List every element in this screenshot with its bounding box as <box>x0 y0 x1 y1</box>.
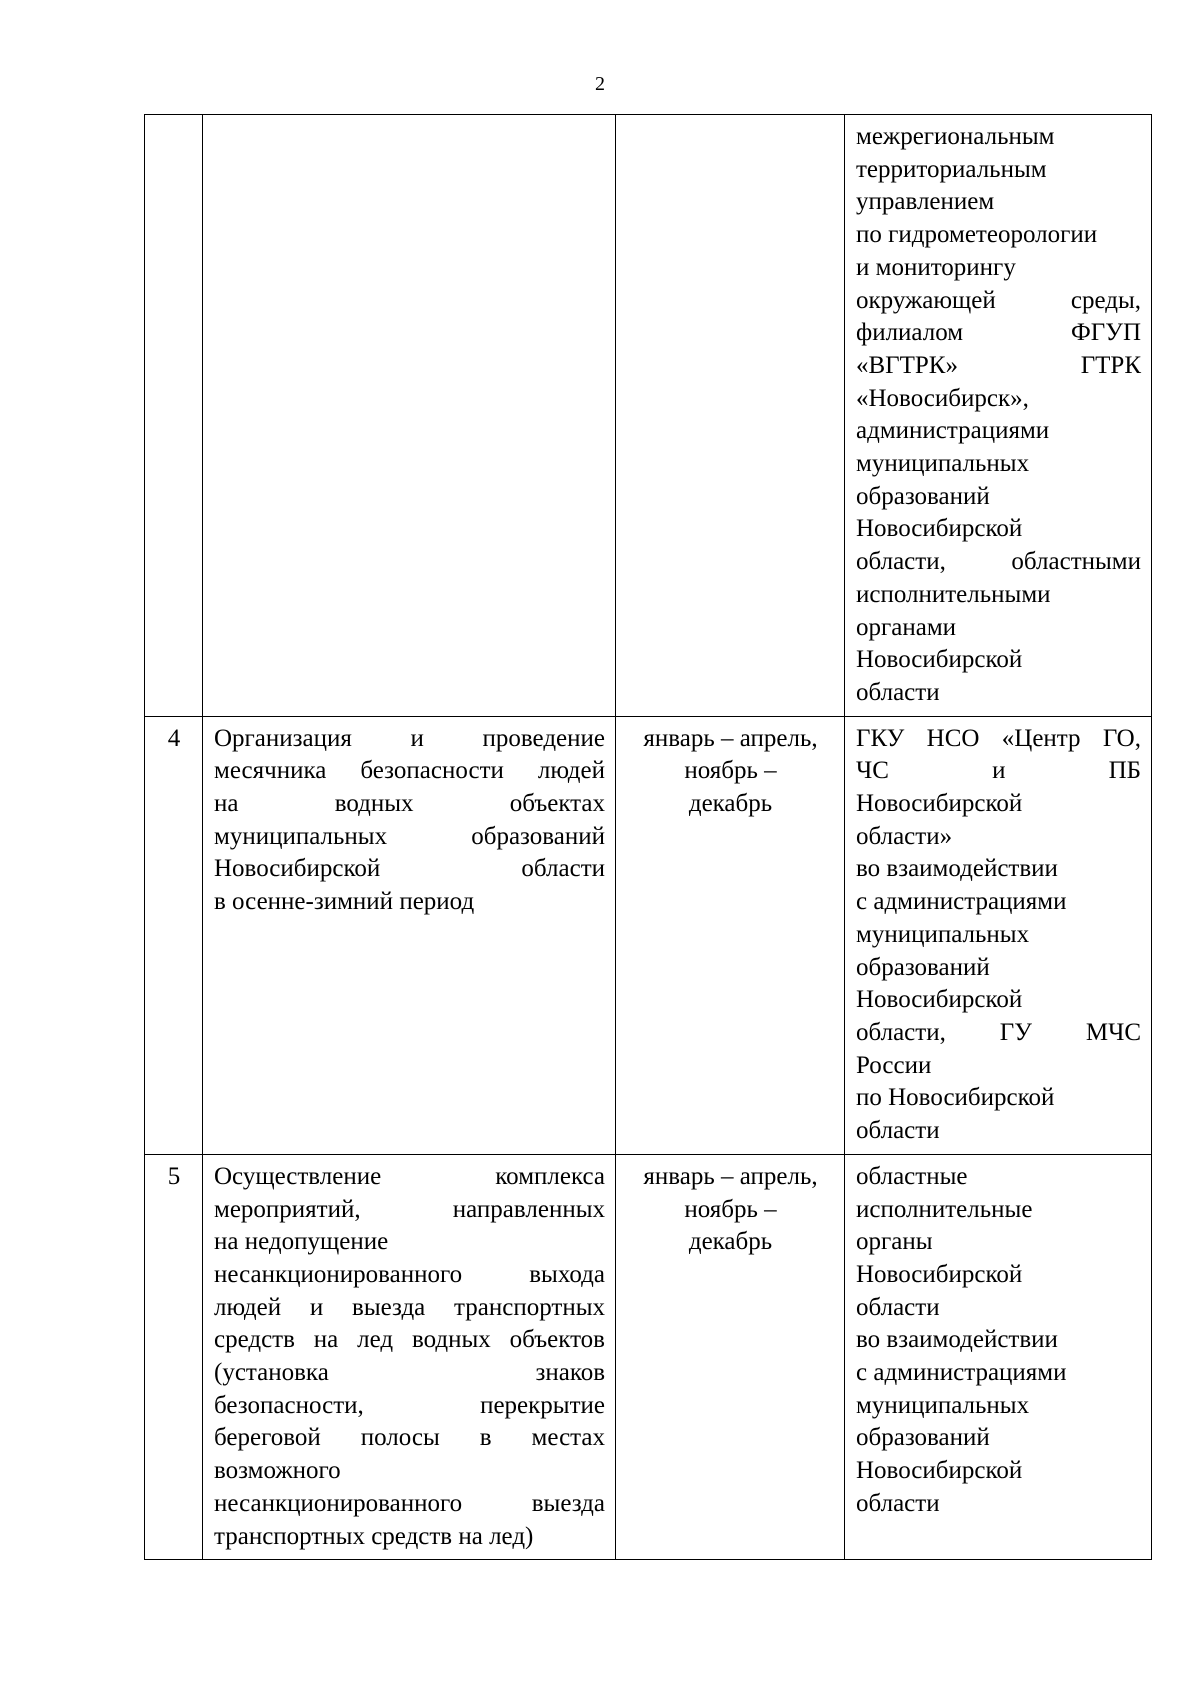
responsible-text-line: области» <box>856 822 953 850</box>
responsible-text-line: области <box>856 1489 940 1517</box>
event-text-line: средств на лед водных объектов <box>214 1326 605 1354</box>
responsible-text-line: образований <box>856 482 990 510</box>
responsible-text-line: Новосибирской <box>856 986 1023 1014</box>
event-text-line: мероприятий, направленных <box>214 1195 605 1223</box>
event-text-line: Организация и проведение <box>214 724 605 752</box>
event-text-line: Осуществление комплекса <box>214 1162 605 1190</box>
responsible-text-line: органами <box>856 613 957 641</box>
responsible-text-line: образований <box>856 953 990 981</box>
responsible-text-line: ЧС и ПБ <box>856 757 1141 785</box>
responsible-text-line: области, областными <box>856 548 1141 576</box>
responsible-text-line: области <box>856 1117 940 1145</box>
period-cell <box>616 115 845 717</box>
row-number-cell: 5 <box>145 1154 203 1559</box>
period-cell <box>616 1154 845 1559</box>
responsible-text-line: исполнительные <box>856 1195 1033 1223</box>
event-text-line: транспортных средств на лед) <box>214 1522 534 1550</box>
event-text-line: возможного <box>214 1457 341 1485</box>
responsible-text-line: «Новосибирск», <box>856 384 1029 412</box>
responsible-text-line: области, ГУ МЧС <box>856 1018 1141 1046</box>
event-text-line: муниципальных образований <box>214 822 605 850</box>
table-row <box>145 115 1152 717</box>
responsible-cell <box>845 716 1152 1154</box>
period-cell <box>616 716 845 1154</box>
period-text-line: декабрь <box>688 790 773 818</box>
responsible-text-line: межрегиональным <box>856 123 1055 150</box>
responsible-cell <box>845 1154 1152 1559</box>
event-text-line: в осенне-зимний период <box>214 888 475 916</box>
responsible-text-line: органы <box>856 1228 933 1256</box>
responsible-text-line: муниципальных <box>856 1391 1030 1419</box>
responsible-text-line: и мониторингу <box>856 253 1016 281</box>
responsible-text-line: администрациями <box>856 417 1050 445</box>
responsible-text-line: окружающей среды, <box>856 286 1141 314</box>
responsible-text-line: муниципальных <box>856 920 1030 948</box>
event-text-line: на недопущение <box>214 1228 389 1256</box>
table-row <box>145 716 1152 1154</box>
event-cell <box>203 716 616 1154</box>
responsible-cell <box>845 115 1152 717</box>
table-row <box>145 1154 1152 1559</box>
responsible-text-line: во взаимодействии <box>856 1326 1058 1354</box>
measures-table <box>144 114 1152 1560</box>
responsible-text-line: филиалом ФГУП <box>856 319 1141 347</box>
responsible-text-line: по гидрометеорологии <box>856 221 1098 249</box>
period-text-line: ноябрь – <box>684 757 777 785</box>
measures-table-body <box>145 115 1152 1560</box>
responsible-text-line: по Новосибирской <box>856 1084 1055 1112</box>
period-text-line: ноябрь – <box>684 1195 777 1223</box>
responsible-text-line: ГКУ НСО «Центр ГО, <box>856 724 1141 752</box>
responsible-text-line: муниципальных <box>856 450 1030 478</box>
event-text-line: на водных объектах <box>214 790 605 818</box>
responsible-text-line: Новосибирской <box>856 790 1023 818</box>
responsible-text-line: Новосибирской <box>856 1260 1023 1288</box>
responsible-text-line: с администрациями <box>856 1359 1067 1387</box>
event-text-line: береговой полосы в местах <box>214 1424 605 1452</box>
responsible-text-line: с администрациями <box>856 888 1067 916</box>
event-text-line: несанкционированного выхода <box>214 1260 605 1288</box>
event-text-line: людей и выезда транспортных <box>214 1293 605 1321</box>
responsible-text-line: образований <box>856 1424 990 1452</box>
responsible-text-line: управлением <box>856 188 995 216</box>
responsible-text-line: территориальным <box>856 155 1047 183</box>
responsible-text-line: Новосибирской <box>856 646 1023 674</box>
period-text-line: январь – апрель, <box>643 724 818 752</box>
responsible-text-line: во взаимодействии <box>856 855 1058 883</box>
event-text-line: безопасности, перекрытие <box>214 1391 605 1419</box>
responsible-text-line: России <box>856 1051 932 1079</box>
event-text-line: (установка знаков <box>214 1359 605 1387</box>
event-text-line: несанкционированного выезда <box>214 1489 605 1517</box>
event-text-line: Новосибирской области <box>214 855 605 883</box>
row-number-cell: 4 <box>145 716 203 1154</box>
period-text-line: январь – апрель, <box>643 1162 818 1190</box>
responsible-text-line: исполнительными <box>856 580 1051 608</box>
responsible-text-line: областные <box>856 1162 968 1190</box>
event-cell <box>203 1154 616 1559</box>
row-number-cell <box>145 115 203 717</box>
responsible-text-line: «ВГТРК» ГТРК <box>856 351 1141 379</box>
responsible-text-line: области <box>856 678 940 706</box>
responsible-text-line: области <box>856 1293 940 1321</box>
event-cell <box>203 115 616 717</box>
responsible-text-line: Новосибирской <box>856 515 1023 543</box>
page-number: 2 <box>595 73 605 95</box>
responsible-text-line: Новосибирской <box>856 1457 1023 1485</box>
period-text-line: декабрь <box>688 1228 773 1256</box>
event-text-line: месячника безопасности людей <box>214 757 605 785</box>
